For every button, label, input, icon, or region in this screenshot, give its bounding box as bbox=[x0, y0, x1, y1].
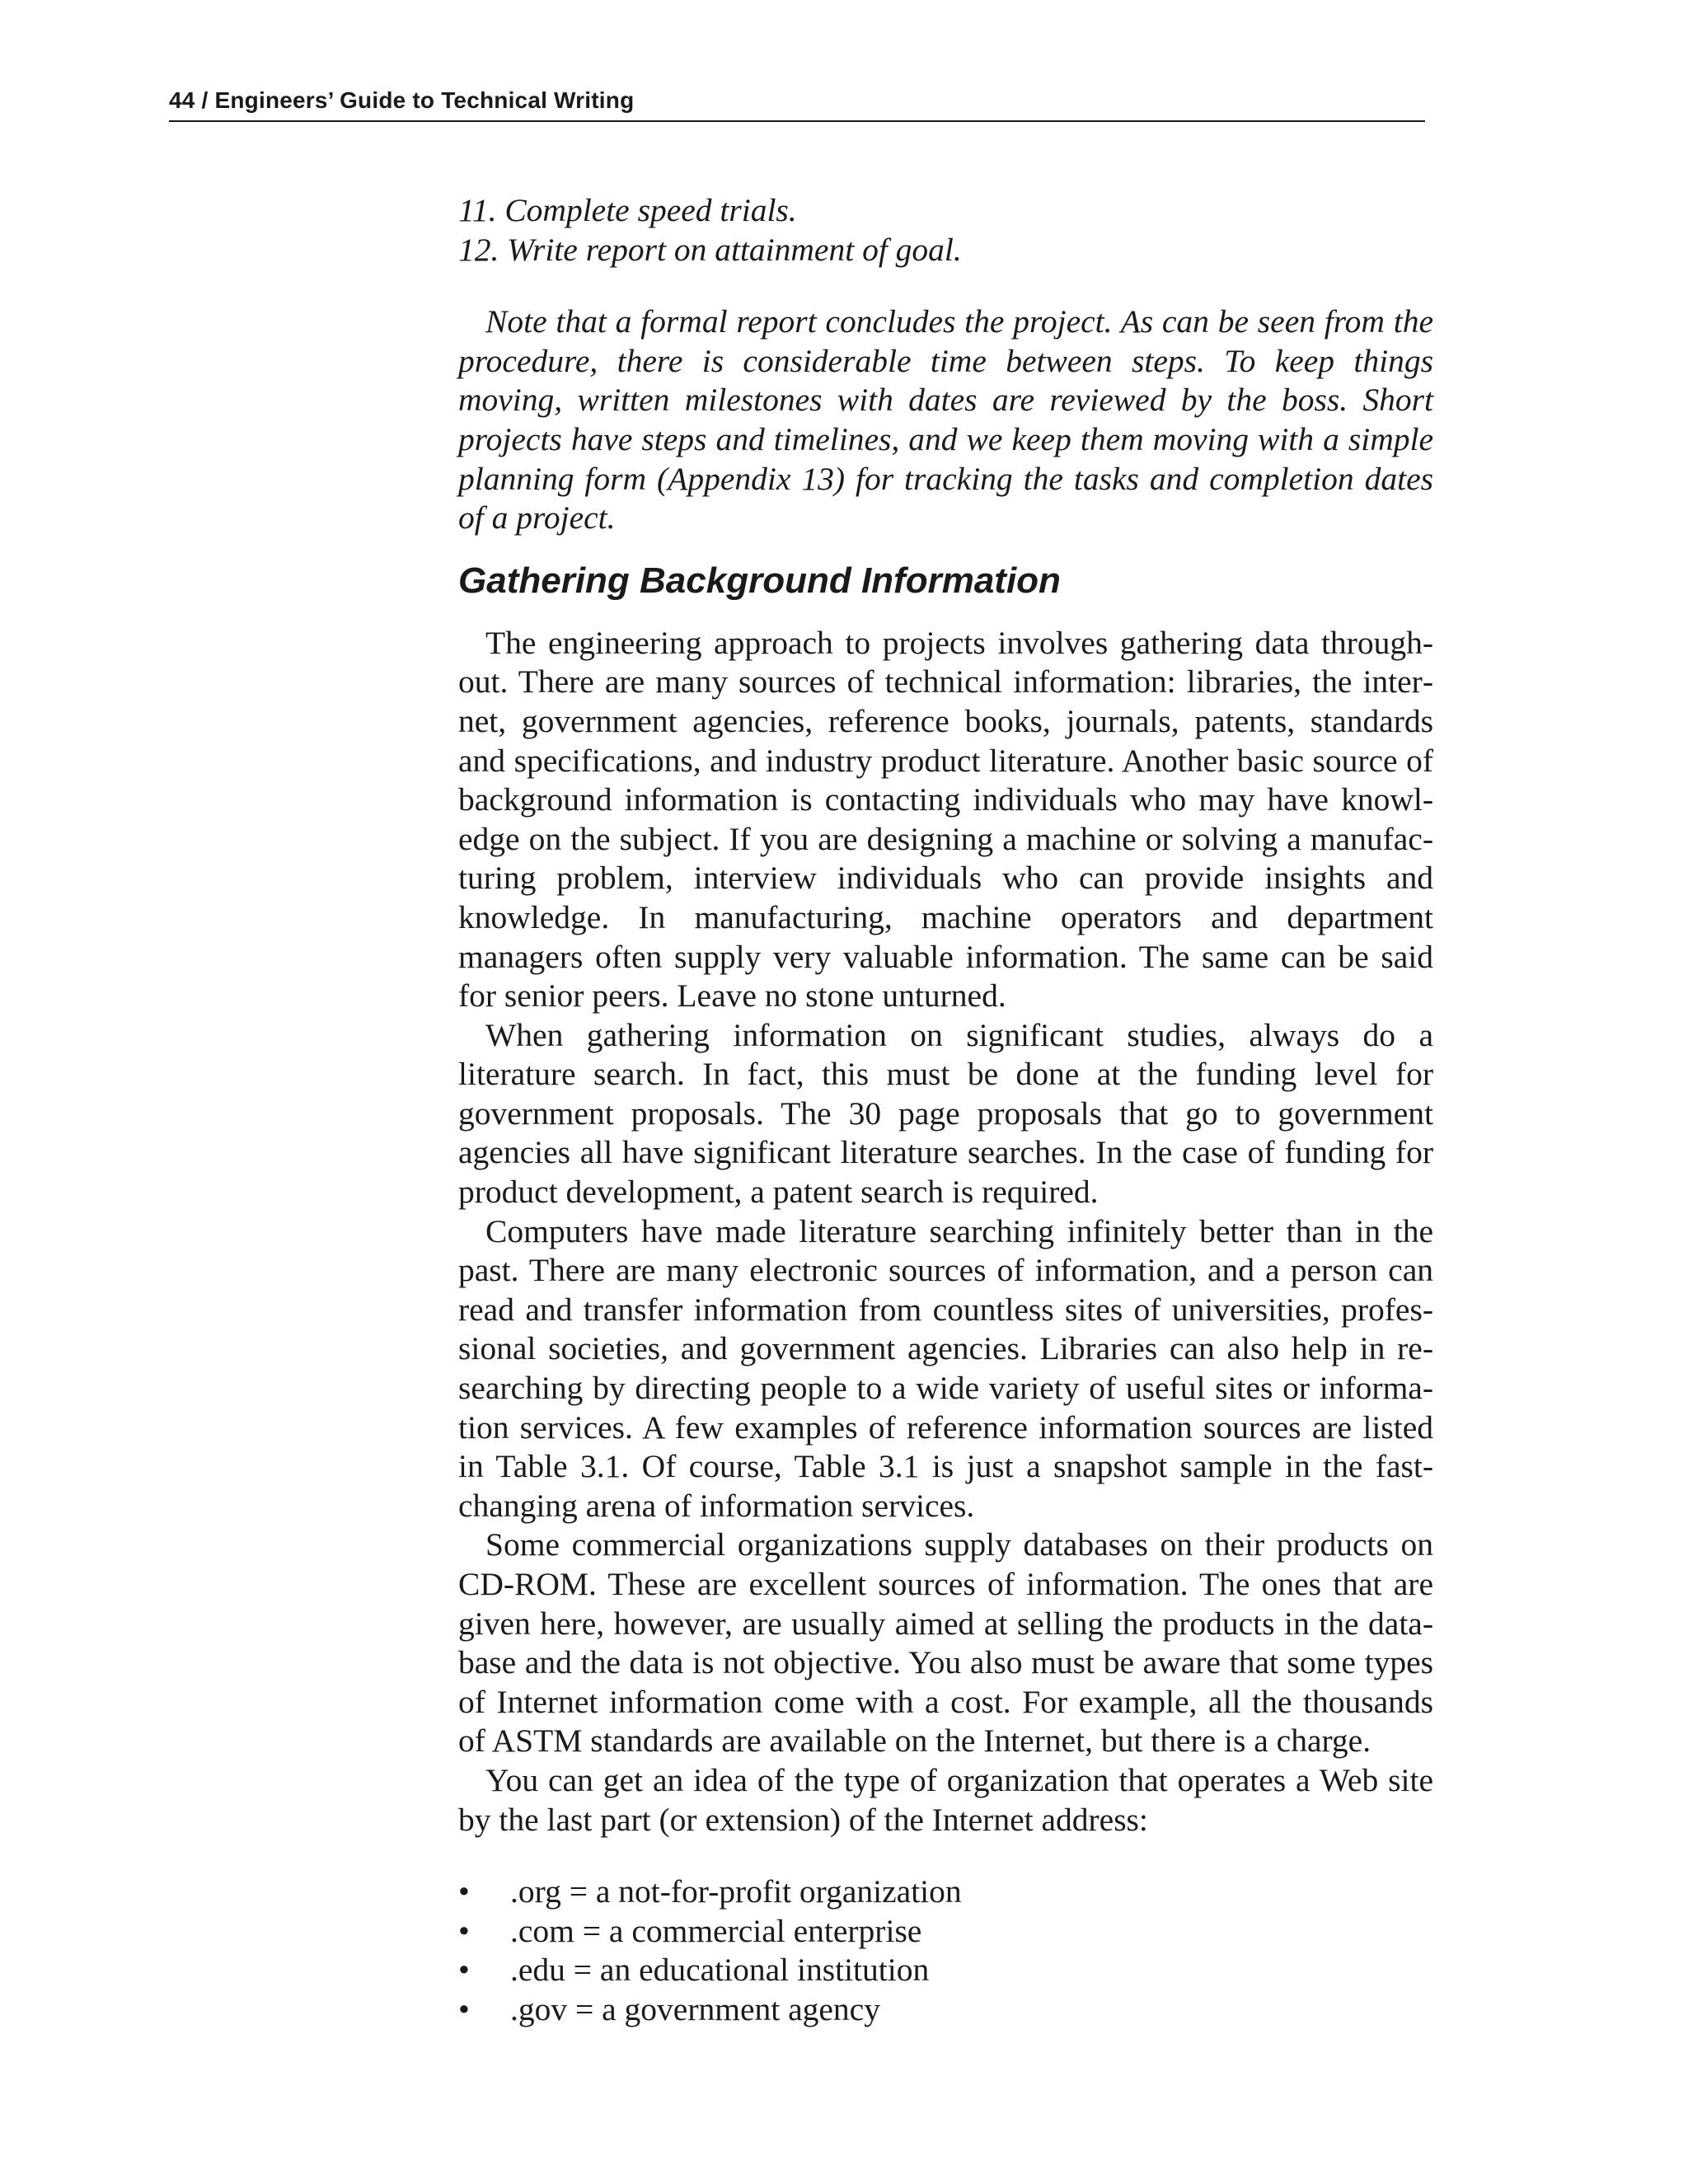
step-item: 12. Write report on attainment of goal. bbox=[458, 231, 962, 268]
extension-list bbox=[458, 1872, 1433, 2029]
list-item-text: .org = a not-for-profit organization bbox=[510, 1873, 962, 1910]
body-paragraph: When gathering information on significant studies, always do a literature search. In fact, this must be done at the funding level for government proposals. The 30 page proposals that go to government agencies all have significant literature searches. In the case of funding for product development, a patent search is required. bbox=[458, 1016, 1433, 1211]
list-item-text: .edu = an educational institution bbox=[510, 1952, 930, 1989]
bullet-icon: • bbox=[458, 1873, 470, 1910]
list-item bbox=[458, 1990, 1433, 2030]
header-rule bbox=[169, 120, 1425, 122]
body-column bbox=[458, 191, 1433, 2030]
body-paragraph: Some commercial organizations supply databases on their products on CD-ROM. These are excellent sources of information. The ones that are given here, however, are usually aimed at selling the products in the database and the data is not objective. You also must be aware that some types of Internet information come with a cost. For example, all the thousands of ASTM standards are available on the Internet, but there is a charge. bbox=[458, 1526, 1433, 1760]
body-paragraph: You can get an idea of the type of organization that operates a Web site by the last part (or extension) of the Internet address: bbox=[458, 1761, 1433, 1838]
body-paragraph: Computers have made literature searching infinitely better than in the past. There are many electronic sources of information, and a person can read and transfer information from countless sites of universities, professional societies, and government agencies. Libraries can also help in researching by directing people to a wide variety of useful sites or information services. A few examples of reference information sources are listed in Table 3.1. Of course, Table 3.1 is just a snapshot sample in the fast-changing arena of information services. bbox=[458, 1212, 1433, 1524]
bullet-icon: • bbox=[458, 1912, 470, 1949]
section-heading: Gathering Background Information bbox=[458, 560, 1061, 601]
list-item-text: .gov = a government agency bbox=[510, 1990, 880, 2027]
step-item: 11. Complete speed trials. bbox=[458, 192, 797, 228]
step-list bbox=[458, 191, 1433, 269]
list-item-text: .com = a commercial enterprise bbox=[510, 1912, 922, 1949]
list-item bbox=[458, 1912, 1433, 1952]
bullet-icon: • bbox=[458, 1990, 470, 2027]
bullet-icon: • bbox=[458, 1952, 470, 1989]
running-head: 44 / Engineers’ Guide to Technical Writing bbox=[169, 87, 635, 113]
note-paragraph: Note that a formal report concludes the project. As can be seen from the procedure, there is considerable time between steps. To keep things moving, written milestones with dates are reviewed by the boss. Short projects have steps and timelines, and we keep them moving with a simple planning form (Appendix 13) for tracking the tasks and completion dates of a project. bbox=[458, 303, 1433, 537]
body-paragraph: The engineering approach to projects involves gathering data throughout. There are many sources of technical information: libraries, the internet, government agencies, reference books, journals, patents, standards and specifications, and industry product literature. Another basic source of background information is contacting individuals who may have knowledge on the subject. If you are designing a machine or solving a manufacturing problem, interview individuals who can provide insights and knowledge. In manufacturing, machine operators and department managers often supply very valuable information. The same can be said for senior peers. Leave no stone unturned. bbox=[458, 624, 1433, 1015]
list-item bbox=[458, 1872, 1433, 1912]
list-item bbox=[458, 1951, 1433, 1990]
